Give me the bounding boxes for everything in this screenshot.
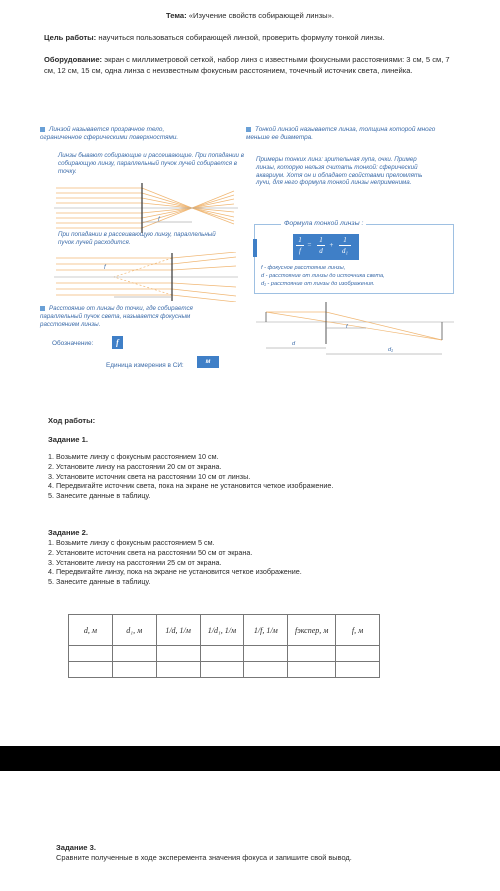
task2-title: Задание 2. (48, 528, 88, 537)
task1-step: 5. Занесите данные в таблицу. (48, 491, 151, 501)
table-header-inv-d1: 1/d₁, 1/м (200, 615, 244, 646)
focal-definition: Расстояние от линзы до точки, где собирается параллельный пучок света, называется фокусным расстоянием линзы. (40, 305, 193, 328)
theory-panel (34, 118, 462, 400)
formula-t2-den: d₁ (342, 247, 348, 255)
equipment-label: Оборудование: (44, 55, 103, 64)
table-header-d1: d₁, м (112, 615, 156, 646)
formula-t2-num: 1 (343, 236, 347, 244)
lens-types-text: Линзы бывают собирающие и рассеивающие. При попадании в собирающую линзу, параллельный пучок лучей собирается в точку. (58, 152, 244, 175)
table-header-row (69, 615, 380, 646)
legend-d: d - расстояние от линзы до источника света, (261, 273, 385, 279)
unit-label: Единица измерения в СИ: (106, 362, 184, 369)
table-cell[interactable] (244, 646, 288, 662)
converging-lens-diagram (54, 182, 239, 234)
task3-title: Задание 3. (56, 843, 96, 852)
table-cell[interactable] (69, 646, 113, 662)
focal-label-diverging: f (104, 265, 106, 271)
legend-f: f - фокусное расстояние линзы, (261, 265, 346, 271)
lens-definition: Линзой называется прозрачное тело, ограниченное сферическими поверхностями. (40, 126, 179, 141)
task1-step: 1. Возьмите линзу с фокусным расстоянием 10 см. (48, 452, 219, 461)
task3-text: Сравните полученные в ходе эксперемента значения фокуса и запишите свой вывод. (56, 853, 352, 862)
thin-lens-examples: Примеры тонких линз: зрительная лупа, очки. Пример линзы, которую нельзя считать тонкой: сферический аквариум. Хотя он и обладает свойствами преломлять лучи, для него формула тонкой линзы неприменима. (256, 156, 423, 187)
equipment-text: экран с миллиметровой сеткой, набор линз с известными фокусными расстояниями: 3 см, 5 см, 7 см, 12 см, 15 см, одна линза с неизвестным фокусным расстоянием, точечный источник света, линейка. (44, 55, 450, 75)
diverging-text: При попадании в рассеивающую линзу, параллельный пучок лучей расходится. (58, 231, 216, 246)
task2-step: 1. Возьмите линзу с фокусным расстоянием 5 см. (48, 538, 215, 547)
task2-step: 5. Занесите данные в таблицу. (48, 577, 151, 587)
legend-d1: d₁ - расстояние от линзы до изображения. (261, 281, 375, 287)
formula-lhs-den: f (299, 247, 301, 255)
diagram-d-label: d (292, 341, 296, 347)
task1-step: 4. Передвигайте источник света, пока на экране не установится четкое изображение. (48, 481, 334, 491)
image-formation-diagram (256, 300, 456, 360)
task2-step: 2. Установите источник света на расстоянии 50 см от экрана. (48, 547, 253, 557)
task1-steps (48, 452, 468, 501)
formula-accent-bar (253, 239, 257, 257)
formula-t1-den: d (319, 247, 323, 255)
notation-label: Обозначение: (52, 340, 94, 347)
table-cell[interactable] (336, 646, 380, 662)
table-cell[interactable] (156, 662, 200, 678)
bullet-icon (40, 306, 45, 311)
table-cell[interactable] (288, 662, 336, 678)
work-title: Ход работы: (48, 416, 96, 425)
table-cell[interactable] (336, 662, 380, 678)
table-cell[interactable] (112, 662, 156, 678)
table-cell[interactable] (200, 662, 244, 678)
table-header-f: f, м (336, 615, 380, 646)
diagram-f-label: f (346, 324, 348, 330)
formula-title: Формула тонкой линзы : (281, 220, 366, 227)
table-header-inv-f: 1/f, 1/м (244, 615, 288, 646)
table-header-d: d, м (69, 615, 113, 646)
table-cell[interactable] (200, 646, 244, 662)
thin-lens-definition: Тонкой линзой называется линза, толщина которой много меньше ее диаметра. (246, 126, 436, 141)
task2-step: 3. Установите линзу на расстоянии 25 см от экрана. (48, 557, 222, 567)
equipment-block (44, 55, 462, 76)
topic-line (0, 11, 500, 20)
table-cell[interactable] (288, 646, 336, 662)
task1-step: 3. Установите источник света на расстоянии 10 см от линзы. (48, 471, 251, 481)
table-cell[interactable] (244, 662, 288, 678)
bullet-icon (246, 127, 251, 132)
goal-label: Цель работы: (44, 33, 97, 42)
diagram-d1-label: d₁ (388, 347, 393, 353)
formula-t1-num: 1 (319, 236, 323, 244)
results-table (68, 614, 380, 678)
task1-title: Задание 1. (48, 435, 88, 444)
notation-symbol: f (112, 336, 123, 349)
topic-label: Тема: (166, 11, 187, 20)
table-row (69, 646, 380, 662)
task2-step: 4. Передвигайте линзу, пока на экране не установится четкое изображение. (48, 567, 302, 577)
black-separator-band (0, 746, 500, 771)
table-header-f-exp: fэкспер, м (288, 615, 336, 646)
task2-steps (48, 538, 468, 587)
table-row (69, 662, 380, 678)
table-cell[interactable] (156, 646, 200, 662)
formula-lhs-num: 1 (298, 236, 302, 244)
table-cell[interactable] (69, 662, 113, 678)
goal-line (44, 33, 484, 42)
table-cell[interactable] (112, 646, 156, 662)
diverging-lens-diagram (54, 252, 239, 302)
goal-text: научиться пользоваться собирающей линзой, проверить формулу тонкой линзы. (98, 33, 385, 42)
formula-panel (293, 234, 359, 260)
topic-text: «Изучение свойств собирающей линзы». (188, 11, 334, 20)
focal-label-converging: f (158, 217, 160, 223)
formula-plus: + (329, 241, 334, 249)
table-header-inv-d: 1/d, 1/м (156, 615, 200, 646)
bullet-icon (40, 127, 45, 132)
task1-step: 2. Установите линзу на расстоянии 20 см от экрана. (48, 461, 222, 471)
unit-symbol: м (197, 356, 219, 368)
formula-box (254, 220, 454, 294)
formula-eq: = (307, 241, 312, 249)
